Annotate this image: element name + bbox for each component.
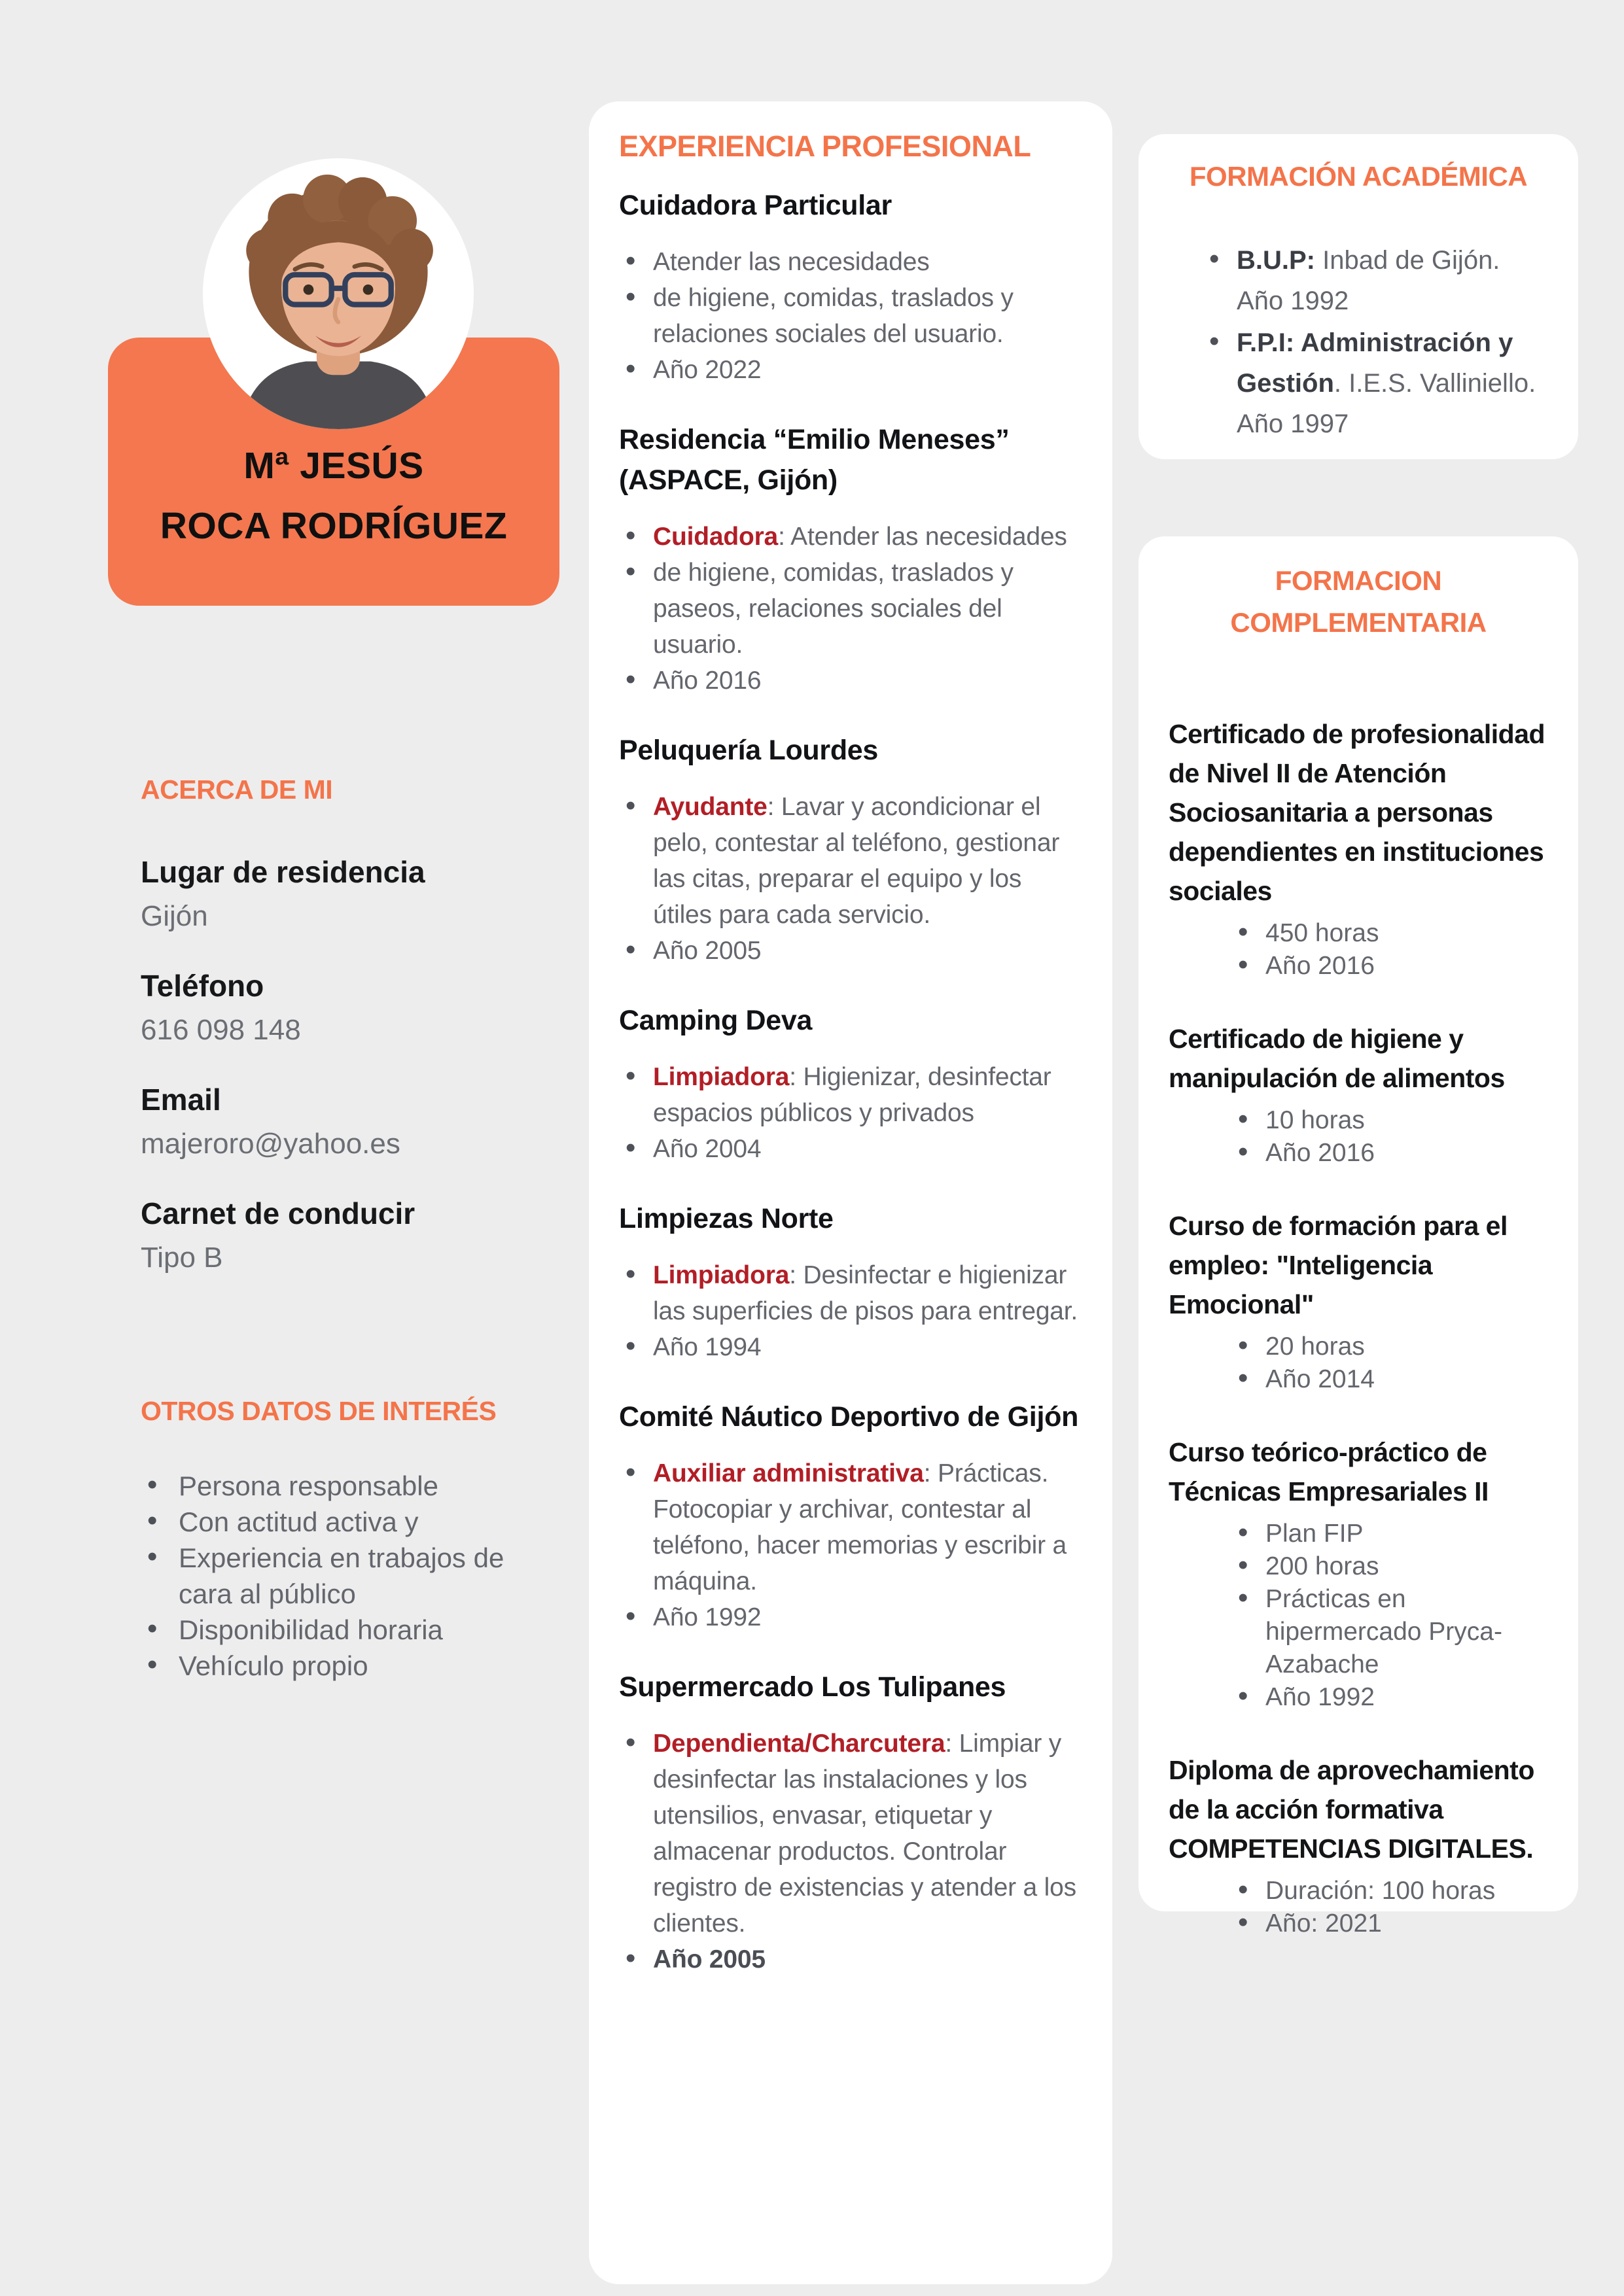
course-bullet-text: 20 horas [1265,1332,1365,1361]
interest-item [141,1468,559,1504]
complementary-card [1139,536,1578,1938]
job-bullet [619,352,1082,388]
job-bullets [619,789,1082,969]
job-bullet [619,663,1082,699]
field-value: 616 098 148 [141,1014,301,1046]
job-role: Cuidadora [653,523,779,551]
job-title: Residencia “Emilio Meneses” (ASPACE, Gijón) [619,424,1010,496]
job-bullet [619,1329,1082,1365]
course-bullet-text: 200 horas [1265,1552,1379,1580]
course-title: Diploma de aprovechamiento de la acción formativa COMPETENCIAS DIGITALES. [1169,1755,1534,1864]
course-bullet [1231,1363,1548,1396]
course-bullet [1231,950,1548,983]
course-bullet-text: Plan FIP [1265,1520,1364,1548]
course-bullet [1231,1137,1548,1170]
course-bullet [1231,1583,1548,1681]
job-bullet-text: Año 2022 [653,356,762,384]
job-bullet-text: Año 2004 [653,1135,762,1163]
job-bullet [619,1599,1082,1635]
job-bullet-text: de higiene, comidas, traslados y relaciones sociales del usuario. [653,284,1014,348]
job-role: Ayudante [653,793,768,821]
job-bullet-text: de higiene, comidas, traslados y paseos, relaciones sociales del usuario. [653,559,1014,659]
experience-jobs [619,185,1082,1977]
course-bullet-text: Año 2016 [1265,1139,1375,1167]
job-bullet [619,555,1082,663]
job-bullets [619,1455,1082,1635]
job-role: Dependienta/Charcutera [653,1730,945,1758]
complementary-heading-line-2: COMPLEMENTARIA [1230,607,1487,638]
portrait-illustration [203,158,474,429]
job-bullets [619,244,1082,388]
job-role: Limpiadora [653,1261,790,1289]
experience-job [619,1198,1082,1365]
course-bullet-text: Año 1992 [1265,1683,1375,1711]
job-bullets [619,519,1082,699]
job-title: Cuidadora Particular [619,190,892,221]
course-bullet-text: 450 horas [1265,919,1379,947]
course-item [1169,1433,1548,1714]
job-title: Limpiezas Norte [619,1203,834,1234]
course-bullets [1231,1875,1548,1940]
about-section [141,773,520,1307]
course-list [1169,714,1548,1940]
job-bullet-text: Ayudante: Lavar y acondicionar el pelo, contestar al teléfono, gestionar las citas, preparar el equipo y los útiles para cada servicio. [653,793,1060,929]
job-bullet [619,1455,1082,1599]
academic-heading: FORMACIÓN ACADÉMICA [1189,161,1528,192]
course-title: Certificado de profesionalidad de Nivel II de Atención Sociosanitaria a personas dependientes en instituciones sociales [1169,719,1545,906]
job-bullet [619,1059,1082,1131]
experience-job [619,1667,1082,1977]
job-bullet [619,789,1082,933]
field-value: majeroro@yahoo.es [141,1128,400,1160]
course-bullet-text: Año 2014 [1265,1365,1375,1393]
interest-item [141,1540,559,1612]
job-bullet [619,1131,1082,1167]
job-bullet [619,519,1082,555]
job-bullet-text: Atender las necesidades [653,248,930,276]
experience-job [619,1397,1082,1635]
job-role: Limpiadora [653,1063,790,1091]
job-title: Camping Deva [619,1005,813,1036]
job-title: Supermercado Los Tulipanes [619,1671,1006,1703]
job-bullet [619,1941,1082,1977]
about-field [141,852,520,937]
experience-job [619,185,1082,388]
field-value: Gijón [141,900,208,932]
interest-text: Vehículo propio [179,1650,368,1681]
interest-text: Persona responsable [179,1470,438,1501]
course-bullet-text: Año: 2021 [1265,1909,1382,1938]
complementary-heading [1169,560,1548,644]
course-bullet [1231,1550,1548,1583]
education-item [1203,322,1552,444]
job-title: Peluquería Lourdes [619,735,879,766]
job-bullet-text: Dependienta/Charcutera: Limpiar y desinfectar las instalaciones y los utensilios, envasar, etiquetar y almacenar productos. Controlar registro de existencias y atender a los clientes. [653,1730,1076,1938]
academic-list [1203,240,1552,444]
education-degree: F.P.I: Administración y Gestión [1237,328,1513,398]
education-item [1203,240,1552,321]
education-text: B.U.P: Inbad de Gijón. Año 1992 [1237,246,1500,315]
course-bullets [1231,917,1548,983]
other-data-list [141,1468,559,1684]
complementary-heading-line-1: FORMACION [1275,565,1442,596]
name-line-1: Mª JESÚS [243,445,424,487]
field-label: Teléfono [141,969,264,1003]
interest-item [141,1612,559,1648]
course-bullet [1231,1875,1548,1907]
experience-job [619,419,1082,699]
experience-job [619,730,1082,969]
job-bullets [619,1726,1082,1977]
course-bullets [1231,1518,1548,1714]
job-bullet-text: Año 1992 [653,1603,762,1631]
job-bullet [619,244,1082,280]
job-bullet-text: Cuidadora: Atender las necesidades [653,523,1067,551]
job-bullet-text: Limpiadora: Desinfectar e higienizar las superficies de pisos para entregar. [653,1261,1078,1325]
course-bullet [1231,1104,1548,1137]
job-bullet-text: Año 2016 [653,667,762,695]
course-bullet [1231,1518,1548,1550]
interest-item [141,1504,559,1540]
about-fields [141,852,520,1278]
name-line-2: ROCA RODRÍGUEZ [160,505,508,547]
course-item [1169,1750,1548,1940]
course-bullet [1231,1681,1548,1714]
course-item [1169,1206,1548,1396]
job-bullet [619,1726,1082,1941]
academic-card [1139,134,1578,459]
interest-text: Con actitud activa y [179,1506,419,1537]
other-data-heading: OTROS DATOS DE INTERÉS [141,1396,497,1426]
education-text: F.P.I: Administración y Gestión. I.E.S. Valliniello. Año 1997 [1237,328,1536,438]
about-heading: ACERCA DE MI [141,774,333,805]
course-bullet-text: Año 2016 [1265,952,1375,980]
course-title: Certificado de higiene y manipulación de alimentos [1169,1024,1505,1093]
course-bullet [1231,1907,1548,1940]
field-label: Carnet de conducir [141,1196,415,1230]
course-bullets [1231,1331,1548,1396]
field-label: Lugar de residencia [141,855,425,889]
job-title: Comité Náutico Deportivo de Gijón [619,1401,1079,1433]
education-degree: B.U.P: [1237,246,1315,275]
about-field [141,1193,520,1278]
job-role: Auxiliar administrativa [653,1459,924,1487]
job-bullets [619,1059,1082,1167]
course-bullets [1231,1104,1548,1170]
experience-heading: EXPERIENCIA PROFESIONAL [619,130,1031,163]
field-label: Email [141,1083,221,1117]
job-bullet-text: Año 2005 [653,1945,766,1974]
course-bullet-text: 10 horas [1265,1106,1365,1134]
job-bullet-text: Año 1994 [653,1333,762,1361]
about-field [141,965,520,1051]
job-bullets [619,1257,1082,1365]
course-bullet-text: Prácticas en hipermercado Pryca-Azabache [1265,1585,1502,1679]
course-title: Curso teórico-práctico de Técnicas Empresariales II [1169,1437,1489,1506]
job-bullet [619,933,1082,969]
interest-item [141,1648,559,1684]
course-item [1169,1019,1548,1170]
job-bullet-text: Año 2005 [653,937,762,965]
experience-card [589,101,1112,2284]
about-field [141,1079,520,1164]
other-data-section [141,1395,559,1684]
experience-job [619,1000,1082,1167]
course-bullet [1231,917,1548,950]
job-bullet [619,280,1082,352]
job-bullet-text: Limpiadora: Higienizar, desinfectar espacios públicos y privados [653,1063,1051,1127]
course-item [1169,714,1548,983]
course-bullet-text: Duración: 100 horas [1265,1877,1496,1905]
job-bullet-text: Auxiliar administrativa: Prácticas. Fotocopiar y archivar, contestar al teléfono, hacer memorias y escribir a máquina. [653,1459,1067,1595]
course-title: Curso de formación para el empleo: "Inteligencia Emocional" [1169,1211,1508,1319]
job-bullet [619,1257,1082,1329]
field-value: Tipo B [141,1242,223,1274]
interest-text: Disponibilidad horaria [179,1614,443,1645]
course-bullet [1231,1331,1548,1363]
interest-text: Experiencia en trabajos de cara al público [179,1542,504,1609]
profile-photo [203,158,474,429]
